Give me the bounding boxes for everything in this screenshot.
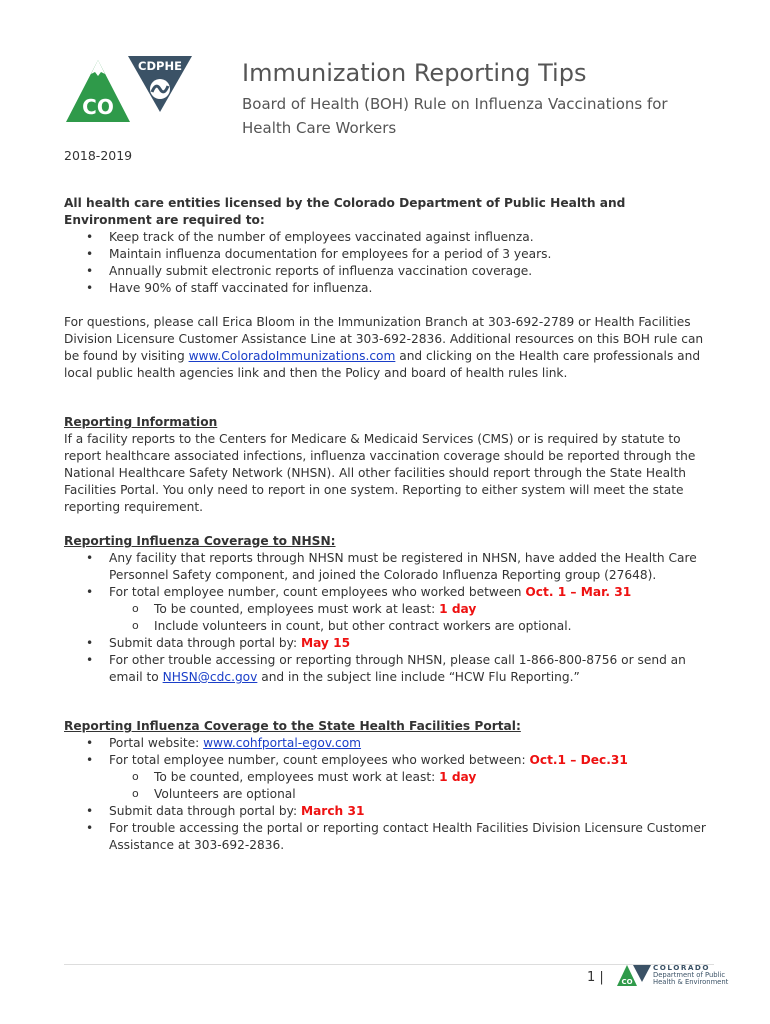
nhsn-min-work-value: 1 day <box>439 602 477 616</box>
nhsn-min-work-text: To be counted, employees must work at least: <box>154 602 440 616</box>
nhsn-employee-count-text: For total employee number, count employees who worked between <box>109 585 526 599</box>
portal-employee-count-text: For total employee number, count employees who worked between: <box>109 753 530 767</box>
cdphe-logo-text: CDPHE <box>138 59 182 73</box>
footer-org-line-1: Department of Public <box>653 970 726 979</box>
portal-sublist <box>109 769 714 803</box>
questions-text-end: and clicking on the Health care professionals and local public health agencies link and then the Policy and board of health rules link. <box>64 349 701 380</box>
portal-min-work-text: To be counted, employees must work at least: <box>154 770 440 784</box>
nhsn-deadline-value: May 15 <box>300 636 351 650</box>
portal-deadline-value: March 31 <box>300 804 365 818</box>
cdphe-logo <box>64 56 192 126</box>
nhsn-heading: Reporting Influenza Coverage to NHSN: <box>64 534 336 548</box>
list-item <box>64 803 714 820</box>
questions-text: For questions, please call Erica Bloom in the Immunization Branch at 303-692-2789 or Health Facilities Division Licensure Customer Assistance Line at 303-692-2836. Additional resources on this BOH rule can be found by visiting <box>64 315 704 363</box>
requirements-list <box>64 229 714 297</box>
reporting-info-heading: Reporting Information <box>64 415 218 429</box>
list-item: • Have 90% of staff vaccinated for influenza. <box>64 280 714 297</box>
list-item: o Include volunteers in count, but other contract workers are optional. <box>109 618 714 635</box>
nhsn-deadline-text: Submit data through portal by: <box>109 636 301 650</box>
page-title: Immunization Reporting Tips <box>242 59 587 87</box>
nhsn-email-link[interactable]: NHSN@cdc.gov <box>162 670 258 684</box>
footer-co-mark: CO <box>621 978 633 986</box>
portal-list <box>64 735 714 854</box>
list-item: • Annually submit electronic reports of influenza vaccination coverage. <box>64 263 714 280</box>
questions-paragraph <box>64 314 714 382</box>
school-year: 2018-2019 <box>64 148 133 163</box>
document-body <box>64 195 714 854</box>
nhsn-contact-text-end: and in the subject line include “HCW Flu Reporting.” <box>257 670 580 684</box>
nhsn-contact-text: For other trouble accessing or reporting through NHSN, please call 1-866-800-8756 or send an email to <box>109 653 686 684</box>
portal-min-work-value: 1 day <box>439 770 477 784</box>
page-number: 1 | <box>587 970 604 985</box>
list-item: • Any facility that reports through NHSN must be registered in NHSN, have added the Health Care Personnel Safety component, and joined the Colorado Influenza Reporting group (27648). <box>64 550 714 584</box>
portal-website-label: Portal website: <box>109 736 204 750</box>
list-item <box>64 635 714 652</box>
page-subtitle: Board of Health (BOH) Rule on Influenza Vaccinations for Health Care Workers <box>242 95 668 137</box>
nhsn-list <box>64 550 714 686</box>
nhsn-date-range: Oct. 1 – Mar. 31 <box>525 585 632 599</box>
footer-org-title: COLORADO <box>653 963 710 972</box>
colorado-immunizations-link[interactable]: www.ColoradoImmunizations.com <box>188 349 396 363</box>
list-item <box>109 769 714 786</box>
footer-org-line-2: Health & Environment <box>653 978 729 986</box>
list-item <box>109 601 714 618</box>
list-item <box>64 652 714 686</box>
list-item <box>64 584 714 635</box>
list-item <box>64 752 714 803</box>
footer-org-name <box>653 964 728 987</box>
co-mark-text: CO <box>82 95 114 119</box>
list-item: o Volunteers are optional <box>109 786 714 803</box>
list-item: • For trouble accessing the portal or reporting contact Health Facilities Division Licensure Customer Assistance at 303-692-2836. <box>64 820 714 854</box>
portal-heading: Reporting Influenza Coverage to the State Health Facilities Portal: <box>64 719 521 733</box>
portal-deadline-text: Submit data through portal by: <box>109 804 301 818</box>
list-item: • Keep track of the number of employees vaccinated against influenza. <box>64 229 714 246</box>
requirements-lead: All health care entities licensed by the Colorado Department of Public Health and Environment are required to: <box>64 196 626 227</box>
portal-website-link[interactable]: www.cohfportal-egov.com <box>203 736 362 750</box>
reporting-info-body: If a facility reports to the Centers for Medicare & Medicaid Services (CMS) or is required by statute to report healthcare associated infections, influenza vaccination coverage should be reported through the National Healthcare Safety Network (NHSN). All other facilities should report through the State Health Facilities Portal. You only need to report in one system. Reporting to either system will meet the state reporting requirement. <box>64 432 696 514</box>
list-item <box>64 735 714 752</box>
portal-date-range: Oct.1 – Dec.31 <box>529 753 628 767</box>
list-item: • Maintain influenza documentation for employees for a period of 3 years. <box>64 246 714 263</box>
nhsn-sublist <box>109 601 714 635</box>
